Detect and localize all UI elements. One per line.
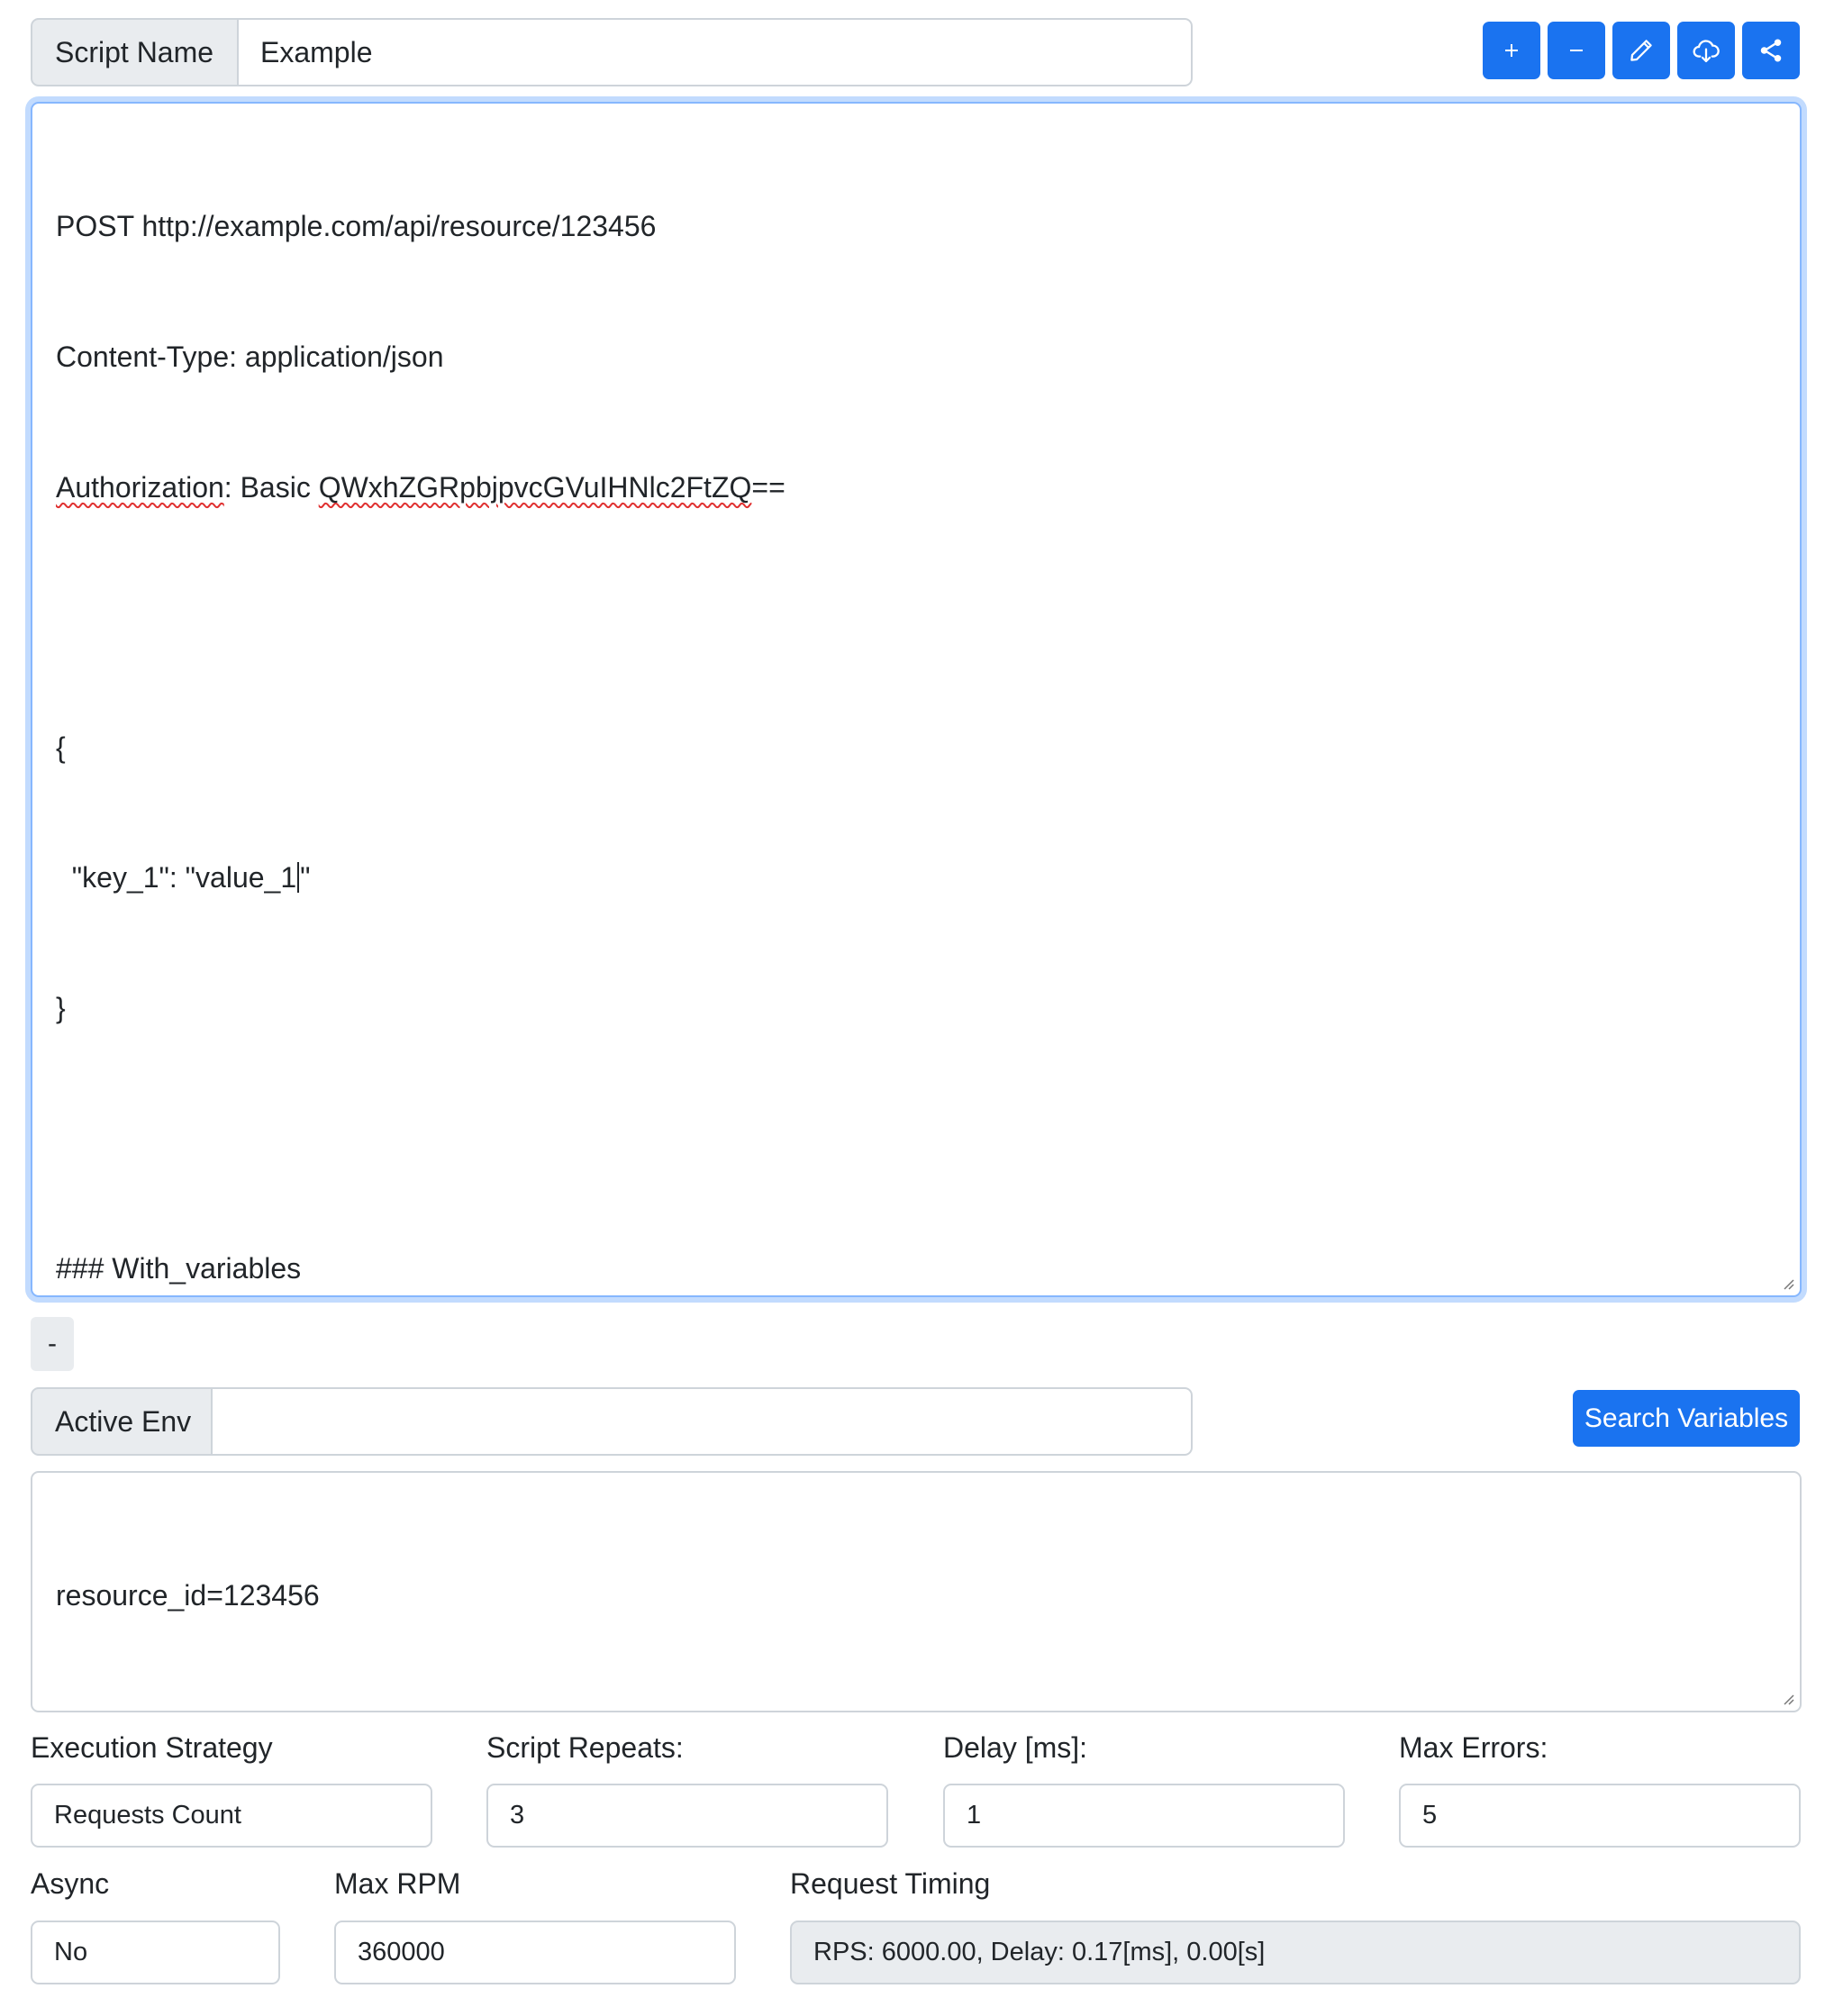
max-errors-value: 5 bbox=[1422, 1801, 1438, 1830]
delay-value: 1 bbox=[967, 1801, 982, 1830]
remove-script-button[interactable] bbox=[1548, 22, 1605, 79]
editor-line: "key_1": "value_1 " bbox=[56, 861, 311, 894]
async-select[interactable] bbox=[31, 1921, 280, 1984]
cloud-download-icon bbox=[1692, 36, 1721, 65]
editor-line: Authorization: Basic QWxhZGRpbjpvcGVuIHNlc2FtZQ== bbox=[56, 470, 785, 504]
execution-strategy-label: Execution Strategy bbox=[31, 1731, 273, 1764]
add-script-button[interactable] bbox=[1483, 22, 1540, 79]
collapse-button[interactable] bbox=[31, 1317, 74, 1371]
editor-line: POST http://example.com/api/resource/123456 bbox=[56, 210, 657, 243]
async-label: Async bbox=[31, 1867, 110, 1900]
active-env-label-text: Active Env bbox=[55, 1404, 192, 1438]
edit-script-button[interactable] bbox=[1612, 22, 1670, 79]
script-name-value: Example bbox=[260, 35, 373, 68]
request-timing-label: Request Timing bbox=[790, 1867, 991, 1900]
script-repeats-input[interactable] bbox=[486, 1784, 888, 1848]
env-line: resource_id=123456 bbox=[56, 1579, 320, 1612]
editor-line: ### With_variables bbox=[56, 1252, 302, 1285]
editor-line bbox=[56, 1117, 1776, 1160]
editor-line: { bbox=[56, 731, 66, 764]
editor-line: Content-Type: application/json bbox=[56, 341, 444, 373]
script-repeats-value: 3 bbox=[510, 1801, 525, 1830]
download-script-button[interactable] bbox=[1677, 22, 1735, 79]
max-errors-label: Max Errors: bbox=[1399, 1731, 1548, 1764]
env-line bbox=[56, 1704, 1776, 1712]
execution-strategy-select[interactable] bbox=[31, 1784, 432, 1848]
collapse-label: - bbox=[48, 1329, 57, 1358]
plus-icon bbox=[1503, 41, 1521, 59]
delay-label: Delay [ms]: bbox=[943, 1731, 1088, 1764]
script-repeats-label: Script Repeats: bbox=[486, 1731, 684, 1764]
resize-handle-icon[interactable] bbox=[1780, 1276, 1794, 1290]
delay-input[interactable] bbox=[943, 1784, 1345, 1848]
env-variables-editor[interactable] bbox=[31, 1471, 1802, 1712]
active-env-input[interactable] bbox=[213, 1387, 1193, 1456]
script-name-input[interactable] bbox=[239, 18, 1193, 86]
script-name-label-text: Script Name bbox=[55, 35, 214, 68]
search-variables-label: Search Variables bbox=[1584, 1403, 1789, 1433]
pencil-icon bbox=[1628, 37, 1655, 64]
share-script-button[interactable] bbox=[1742, 22, 1800, 79]
max-rpm-input[interactable] bbox=[334, 1921, 736, 1984]
editor-line bbox=[56, 595, 1776, 639]
search-variables-button[interactable] bbox=[1573, 1390, 1800, 1447]
active-env-label bbox=[31, 1387, 213, 1456]
share-icon bbox=[1757, 37, 1784, 64]
max-errors-input[interactable] bbox=[1399, 1784, 1801, 1848]
async-value: No bbox=[54, 1938, 88, 1966]
request-timing-display bbox=[790, 1921, 1801, 1984]
minus-icon bbox=[1567, 41, 1585, 59]
script-name-label bbox=[31, 18, 239, 86]
request-timing-value: RPS: 6000.00, Delay: 0.17[ms], 0.00[s] bbox=[813, 1938, 1266, 1966]
max-rpm-label: Max RPM bbox=[334, 1867, 461, 1900]
editor-line: } bbox=[56, 991, 66, 1024]
script-editor[interactable] bbox=[31, 102, 1802, 1297]
max-rpm-value: 360000 bbox=[358, 1938, 445, 1966]
execution-strategy-value: Requests Count bbox=[54, 1801, 241, 1830]
resize-handle-icon[interactable] bbox=[1780, 1691, 1794, 1705]
text-caret bbox=[297, 862, 299, 893]
